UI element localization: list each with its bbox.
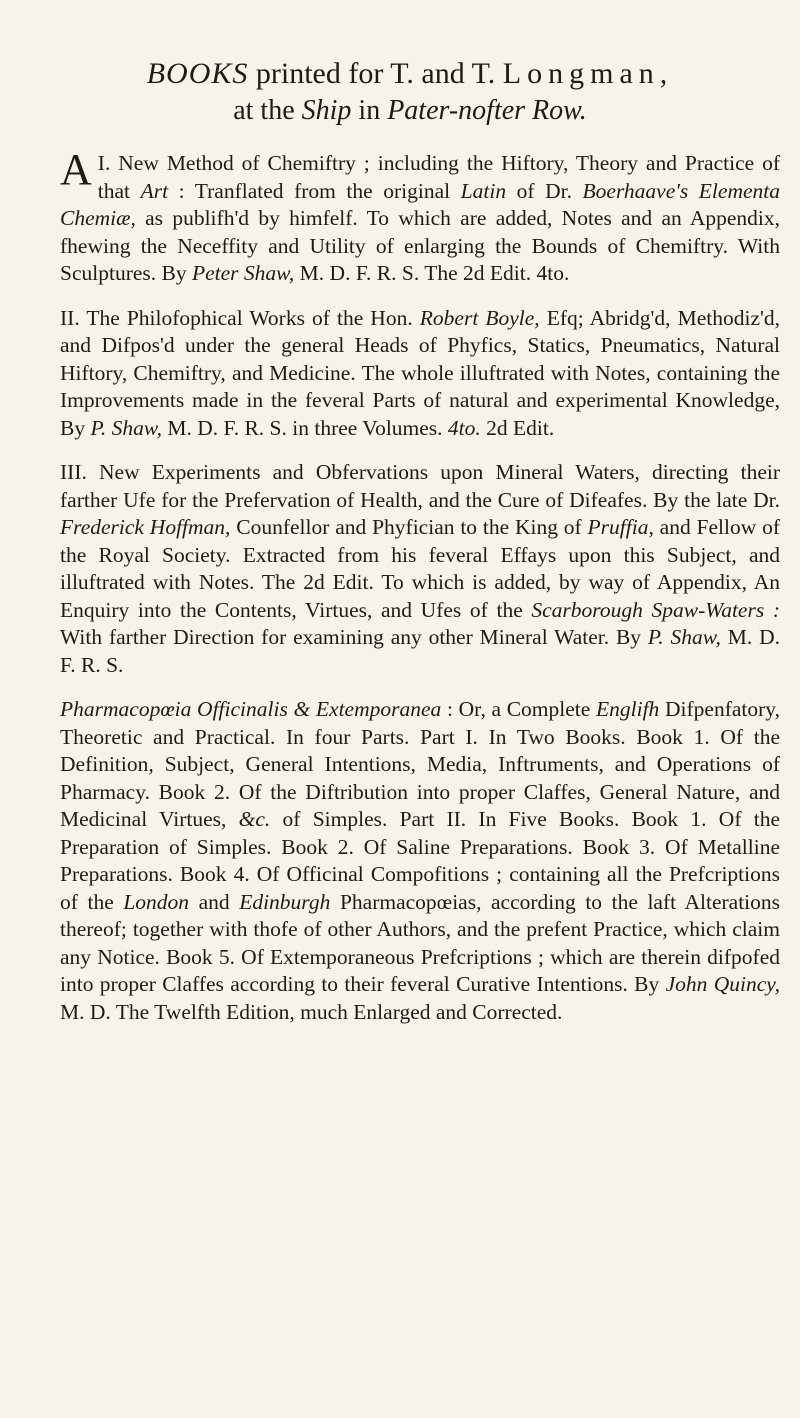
- entry-author: P. Shaw,: [647, 625, 721, 649]
- entry-text: New Method of Chemiftry ; including the Hiftory, Theory and Practice of that: [97, 151, 781, 203]
- entry-author: Peter Shaw,: [191, 261, 295, 285]
- entry-text: M. D. F. R. S.: [60, 625, 780, 677]
- entry-italic: 4to.: [447, 415, 481, 440]
- entry-author: John Quincy,: [665, 972, 780, 996]
- entry-italic: Latin: [460, 178, 507, 203]
- entry-italic: London: [123, 889, 190, 914]
- entry-text: Difpenfatory, Theoretic and Practical. In four Parts. Part I. In Two Books. Book 1. Of the Definition, Subject, General Intentions, Media, Inftruments, and Operations of Pharmacy. Book 2. Of the Diftribution into proper Claffes, General Nature, and Medicinal Virtues,: [60, 697, 781, 831]
- entry-text: as publifh'd by himfelf. To which are added, Notes and an Appendix, fhewing the Neceffity and Utility of enlarging the Bounds of Chemiftry. With Sculptures. By: [60, 206, 780, 285]
- book-entry-1: [60, 145, 781, 288]
- entry-title-italic: Pharmacopœia Officinalis & Extemporanea: [60, 697, 442, 721]
- entry-italic: Art: [140, 178, 169, 203]
- entry-italic: &c.: [238, 807, 271, 831]
- entry-text: and: [189, 889, 240, 914]
- entry-text: of Simples. Part II. In Five Books. Book 1. Of the Preparation of Simples. Book 2. Of Saline Preparations. Book 3. Of Metalline Preparations. Book 4. Of Officinal Compofitions ; containing all the Prefcriptions of the: [60, 807, 780, 914]
- entry-italic: Pruffia,: [587, 515, 654, 539]
- entry-text: 2d Edit.: [480, 415, 555, 440]
- entry-text: III. New Experiments and Obfervations upon Mineral Waters, directing their farther Ufe for the Prefervation of Health, and the Cure of Difeafes. By the late Dr.: [60, 460, 780, 512]
- entry-italic: Frederick Hoffman,: [60, 515, 231, 539]
- entry-text: M. D. F. R. S. The 2d Edit. 4to.: [294, 261, 570, 285]
- header-printed-for: printed for T. and T.: [248, 57, 503, 90]
- entry-text: M. D. F. R. S. in three Volumes.: [161, 415, 448, 440]
- header-line-address: [60, 94, 760, 128]
- entry-italic: Englifh: [596, 697, 660, 721]
- entry-text: II. The Philofophical Works of the Hon.: [60, 305, 420, 330]
- entry-italic: Scarborough Spaw-Waters :: [531, 597, 780, 622]
- header-longman: Longman,: [502, 57, 674, 90]
- header-books: BOOKS: [146, 57, 249, 90]
- entry-text: Efq; Abridg'd, Methodiz'd, and Difpos'd under the general Heads of Phyfics, Statics, Pneumatics, Natural Hiftory, Chemiftry, and Medicine. The whole illuftrated with Notes, containing the Improvements made in the feveral Parts of natural and experimental Knowledge, By: [60, 305, 780, 440]
- book-entry-2: [60, 305, 780, 443]
- entry-author: P. Shaw,: [90, 415, 162, 440]
- header-ship: Ship: [301, 95, 352, 126]
- entry-italic: Robert Boyle,: [419, 305, 540, 330]
- entry-text: : Or, a Complete: [441, 697, 596, 721]
- header-line-publisher: [60, 56, 760, 92]
- book-list: [60, 145, 781, 1043]
- entry-text: M. D. The Twelfth Edition, much Enlarged and Corrected.: [60, 999, 563, 1024]
- entry-text: : Tranflated from the original: [168, 178, 461, 203]
- entry-text: and Fellow of the Royal Society. Extracted from his feveral Effays upon this Subject, and illuftrated with Notes. The 2d Edit. To which is added, by way of Appendix, An Enquiry into the Contents, Virtues, and Ufes of the: [60, 515, 780, 622]
- entry-italic: Boerhaave's Elementa Chemiæ,: [60, 178, 780, 230]
- header-at-the: at the: [233, 95, 302, 126]
- header-row: Pater-nofter Row.: [387, 95, 587, 126]
- book-entry-3: [60, 459, 780, 679]
- entry-text: Counfellor and Phyfician to the King of: [230, 515, 588, 539]
- header-in: in: [351, 95, 388, 126]
- entry-text: With farther Direction for examining any other Mineral Water. By: [60, 625, 648, 649]
- book-entry-4: [60, 696, 780, 1026]
- entry-text: Pharmacopœias, according to the laft Alterations thereof; together with thofe of other Authors, and the prefent Practice, which claim any Notice. Book 5. Of Extemporaneous Prefcriptions ; which are therein difpofed into proper Claffes according to their feveral Curative Intentions. By: [60, 889, 781, 996]
- entry-number: I.: [97, 151, 111, 175]
- entry-italic: Edinburgh: [239, 889, 331, 914]
- entry-text: of Dr.: [506, 178, 583, 203]
- drop-capital: A: [60, 145, 92, 194]
- page-header: [60, 56, 760, 128]
